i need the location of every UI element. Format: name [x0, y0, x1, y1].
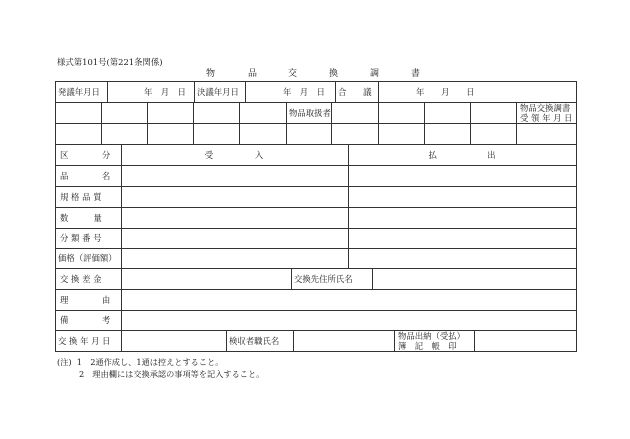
decide-date-label: 決議年月日: [197, 87, 239, 97]
remarks-label: 備 考: [60, 315, 111, 325]
agree-label: 合 議: [338, 87, 372, 97]
title-char-2: 品: [248, 69, 258, 79]
class-number-label: 分 類 番 号: [60, 233, 102, 243]
item-name-label: 品 名: [60, 171, 111, 181]
ledger-label-line2: 簿 記 帳 印: [398, 341, 457, 351]
ledger-label-line1: 物品出納（受払）: [398, 331, 465, 341]
division-label: 区 分: [60, 150, 111, 160]
note-2: 2 理由欄には交換承認の事項等を記入すること。: [79, 369, 265, 379]
notes-line-2: [57, 368, 264, 380]
receipt-label-line1: 物品交換調書: [520, 103, 571, 113]
quantity-label: 数 量: [60, 213, 102, 223]
form-number: 様式第101号(第221条関係): [57, 57, 163, 67]
agree-date-value: 年 月 日: [416, 87, 475, 97]
title-char-5: 調: [370, 69, 380, 79]
handler-label: 物品取扱者: [289, 108, 331, 118]
title-char-1: 物: [206, 69, 216, 79]
spec-label: 規 格 品 質: [60, 192, 102, 202]
pay-column-header: 払 出: [428, 150, 496, 160]
recv-date-value: 年 月 日: [144, 87, 186, 97]
title-char-3: 交: [288, 69, 298, 79]
note-1: 1 2通作成し、1通は控えとすること。: [76, 357, 224, 367]
receive-column-header: 受 入: [204, 150, 264, 160]
title-char-4: 換: [329, 69, 339, 79]
title-char-6: 書: [411, 69, 421, 79]
exchange-diff-label: 交 換 差 金: [60, 274, 102, 284]
decide-date-value: 年 月 日: [283, 87, 325, 97]
reason-label: 理 由: [60, 295, 111, 305]
exchange-date-label: 交 換 年 月 日: [58, 336, 111, 346]
notes: [57, 356, 264, 380]
notes-line-1: [57, 356, 264, 368]
receipt-label-line2: 受 領 年 月 日: [520, 113, 573, 123]
partner-label: 交換先住所氏名: [294, 274, 353, 284]
notes-prefix: (注): [57, 357, 72, 367]
price-label: 価格（評価額）: [58, 253, 117, 263]
recv-date-label: 発議年月日: [58, 87, 100, 97]
inspector-label: 検収者職氏名: [229, 336, 280, 346]
